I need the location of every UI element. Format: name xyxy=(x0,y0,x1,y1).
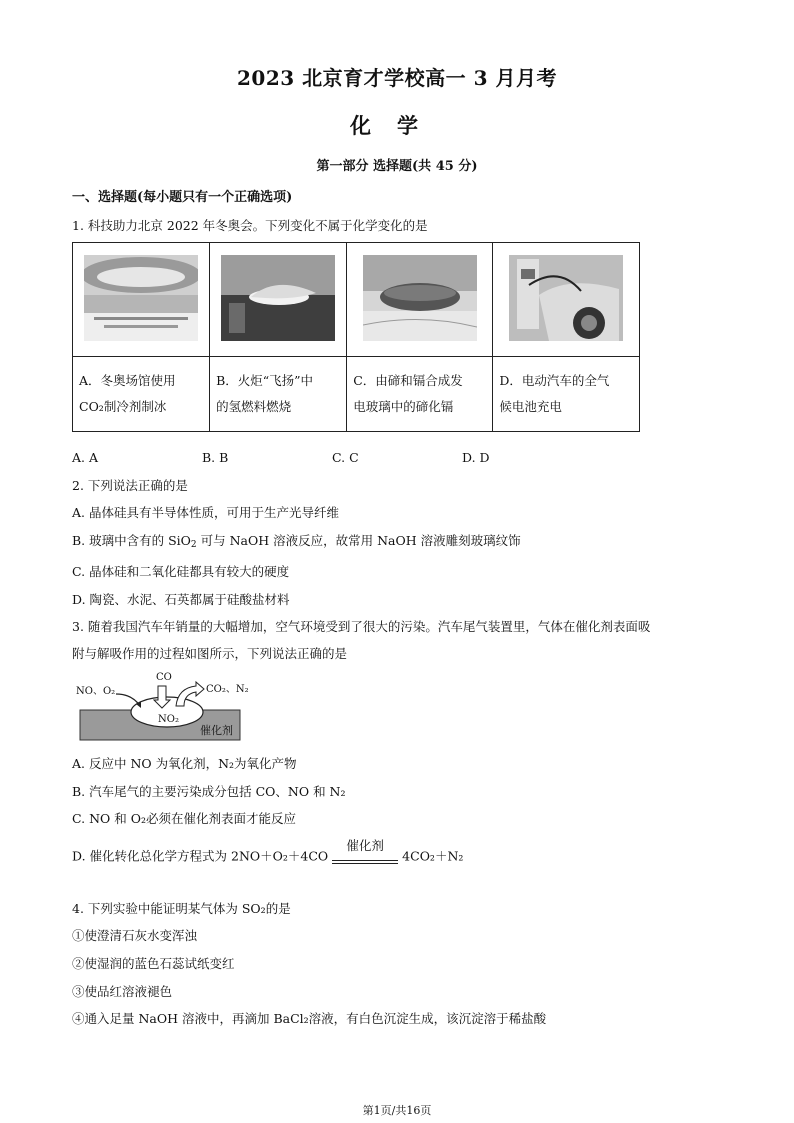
q3-stem-line1: 3. 随着我国汽车年销量的大幅增加，空气环境受到了很大的污染。汽车尾气装置里，气体在催化剂表面吸 xyxy=(72,619,651,634)
q2-option-b-sub: 2 xyxy=(190,540,197,550)
diagram-label-products: CO₂、N₂ xyxy=(206,684,249,695)
q1-answer-a: A. A xyxy=(72,450,99,465)
q1-option-d-line2: 候电池充电 xyxy=(499,399,562,414)
q3-option-d-pre: D. 催化转化总化学方程式为 2NO＋O₂＋4CO xyxy=(72,848,329,864)
q2-option-c: C. 晶体硅和二氧化硅都具有较大的硬度 xyxy=(72,564,290,579)
stadium-photo xyxy=(363,255,477,341)
q1-option-a-line2: CO₂制冷剂制冰 xyxy=(79,399,167,414)
page-title: 2023 北京育才学校高一 3 月月考 xyxy=(237,66,557,90)
q1-image-cell-d xyxy=(493,243,640,357)
q2-stem: 2. 下列说法正确的是 xyxy=(72,478,188,493)
q1-stem: 1. 科技助力北京 2022 年冬奥会。下列变化不属于化学变化的是 xyxy=(72,218,428,233)
part-heading: 第一部分 选择题(共 45 分) xyxy=(316,159,478,174)
catalyst-condition-arrow xyxy=(330,838,400,868)
q1-option-c-line2: 电玻璃中的碲化镉 xyxy=(353,399,454,414)
q4-item-4: ④通入足量 NaOH 溶液中，再滴加 BaCl₂溶液，有白色沉淀生成，该沉淀溶于稀盐酸 xyxy=(72,1011,547,1026)
diagram-label-co: CO xyxy=(156,672,172,683)
q2-option-b xyxy=(72,531,521,550)
q1-option-b-line1: B．火炬“飞扬”中 xyxy=(216,373,314,388)
q1-option-b-cell xyxy=(210,357,347,432)
q1-option-b-line2: 的氢燃料燃烧 xyxy=(216,399,292,414)
q2-option-d: D. 陶瓷、水泥、石英都属于硅酸盐材料 xyxy=(72,592,290,607)
ice-rink-photo xyxy=(84,255,198,341)
q1-image-cell-a xyxy=(73,243,210,357)
q3-option-d xyxy=(72,838,464,868)
q4-stem: 4. 下列实验中能证明某气体为 SO₂的是 xyxy=(72,901,291,916)
page-footer: 第1页/共16页 xyxy=(362,1104,432,1117)
diagram-label-no2: NO₂ xyxy=(158,714,179,725)
q1-option-d-line1: D．电动汽车的全气 xyxy=(499,373,610,388)
q4-item-1: ①使澄清石灰水变浑浊 xyxy=(72,928,198,943)
q4-item-2: ②使湿润的蓝色石蕊试纸变红 xyxy=(72,956,235,971)
q1-option-c-cell xyxy=(347,357,493,432)
torch-photo xyxy=(221,255,335,341)
q3-option-c: C. NO 和 O₂必须在催化剂表面才能反应 xyxy=(72,811,296,826)
q2-option-a: A. 晶体硅具有半导体性质，可用于生产光导纤维 xyxy=(72,505,339,520)
q1-option-c-line1: C．由碲和镉合成发 xyxy=(353,373,463,388)
q1-image-cell-c xyxy=(347,243,493,357)
catalyst-diagram xyxy=(72,672,272,742)
q1-answer-d: D. D xyxy=(462,450,490,465)
q2-option-b-pre: B. 玻璃中含有的 SiO xyxy=(72,533,191,548)
q1-answer-b: B. B xyxy=(202,450,229,465)
diagram-label-catalyst: 催化剂 xyxy=(200,724,233,737)
catalyst-condition-label: 催化剂 xyxy=(346,838,384,853)
q3-option-d-post: 4CO₂＋N₂ xyxy=(402,848,464,864)
q1-table xyxy=(72,242,640,432)
q1-answer-c: C. C xyxy=(332,450,359,465)
q1-option-a-line1: A．冬奥场馆使用 xyxy=(79,373,176,388)
diagram-label-reactants: NO、O₂ xyxy=(76,686,116,697)
section-heading: 一、选择题(每小题只有一个正确选项) xyxy=(72,190,293,205)
q1-option-a-cell xyxy=(73,357,210,432)
q1-option-d-cell xyxy=(493,357,640,432)
ev-charging-photo xyxy=(509,255,623,341)
q1-image-cell-b xyxy=(210,243,347,357)
q1-answer-options xyxy=(72,450,592,465)
q3-option-b: B. 汽车尾气的主要污染成分包括 CO、NO 和 N₂ xyxy=(72,784,346,799)
q2-option-b-post: 可与 NaOH 溶液反应，故常用 NaOH 溶液雕刻玻璃纹饰 xyxy=(196,533,521,548)
subject-title: 化学 xyxy=(350,113,444,138)
q4-item-3: ③使品红溶液褪色 xyxy=(72,984,173,999)
q3-option-a: A. 反应中 NO 为氧化剂，N₂为氧化产物 xyxy=(72,756,297,771)
q3-stem-line2: 附与解吸作用的过程如图所示，下列说法正确的是 xyxy=(72,646,348,661)
